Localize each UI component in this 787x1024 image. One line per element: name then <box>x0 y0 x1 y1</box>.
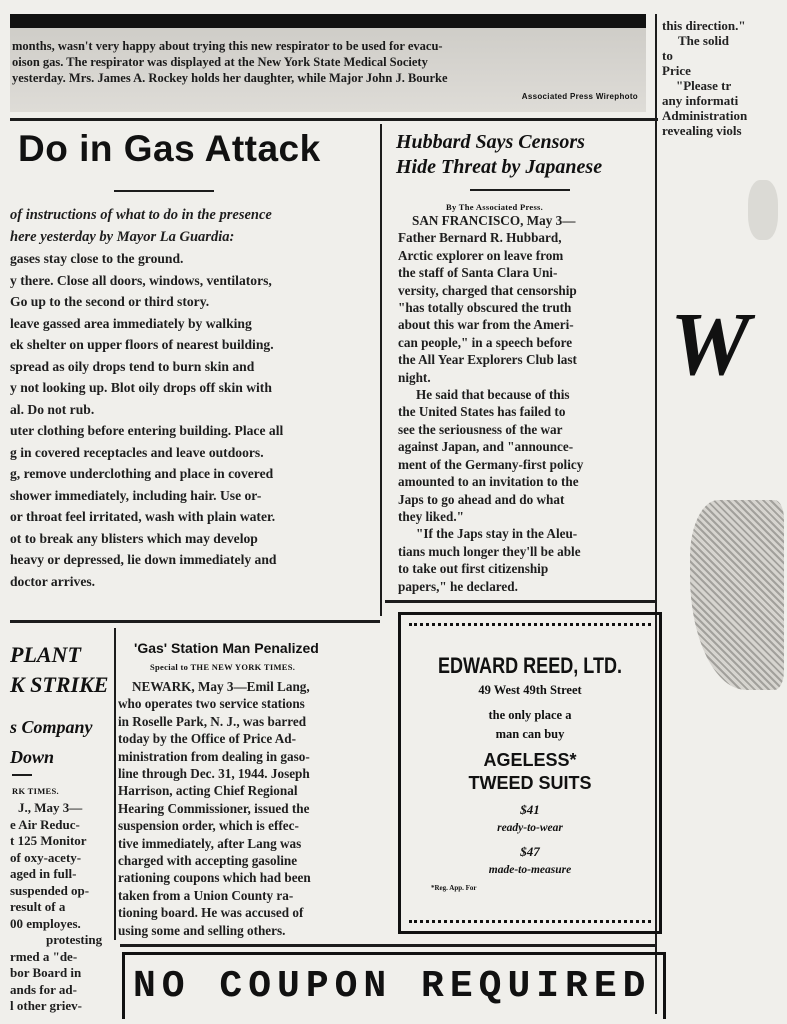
article-line: leave gassed area immediately by walking <box>10 315 252 331</box>
article-line: "If the Japs stay in the Aleu- <box>416 526 578 542</box>
coupon-banner <box>122 952 666 1019</box>
article-line: NEWARK, May 3—Emil Lang, <box>132 679 310 694</box>
article-line: Hearing Commissioner, issued the <box>118 800 310 816</box>
article-line: papers," he declared. <box>398 578 518 594</box>
side-line: revealing viols <box>662 123 742 138</box>
article-line: g in covered receptacles and leave outdoors. <box>10 444 264 460</box>
side-line: The solid <box>678 33 729 48</box>
article-line: who operates two service stations <box>118 696 305 712</box>
article-line: here yesterday by Mayor La Guardia: <box>10 228 235 245</box>
article-line: versity, charged that censorship <box>398 282 577 298</box>
article-line: of instructions of what to do in the presence <box>10 207 272 223</box>
side-line: Administration <box>662 108 748 123</box>
article-line: to take out first citizenship <box>398 561 549 577</box>
article-line: J., May 3— <box>18 800 83 815</box>
plant-head-line: PLANT <box>10 642 81 667</box>
article-line: t 125 Monitor <box>10 833 87 848</box>
gas-station-byline: Special to THE NEW YORK TIMES. <box>150 662 296 672</box>
ad-footnote: *Reg. App. For <box>431 884 477 892</box>
side-line: to <box>662 48 673 63</box>
article-line: protesting <box>46 932 103 947</box>
ad-line: man can buy <box>495 727 565 741</box>
article-line: SAN FRANCISCO, May 3— <box>412 213 576 228</box>
column-divider-lower <box>114 628 116 940</box>
article-line: result of a <box>10 899 66 914</box>
article-line: Father Bernard R. Hubbard, <box>398 230 562 246</box>
article-line: tians much longer they'll be able <box>398 543 581 559</box>
caption-line: months, wasn't very happy about trying this new respirator to be used for evacu- <box>12 39 443 53</box>
side-line: Price <box>662 63 691 78</box>
hubbard-headline-line: Hubbard Says Censors <box>396 131 585 153</box>
hubbard-byline: By The Associated Press. <box>446 202 544 212</box>
hubbard-headline <box>396 130 602 180</box>
ad-price: $47 <box>520 844 540 859</box>
photo-caption <box>12 38 448 86</box>
ad-title: EDWARD REED, LTD. <box>437 653 623 678</box>
article-line: rationing coupons which had been <box>118 870 311 886</box>
ad-product: TWEED SUITS <box>468 773 592 793</box>
plant-strike-headline <box>10 640 108 772</box>
article-line: or throat feel irritated, wash with plain water. <box>10 509 276 524</box>
article-line: the staff of Santa Clara Uni- <box>398 265 558 281</box>
plant-head-line: K STRIKE <box>10 672 109 697</box>
article-line: uter clothing before entering building. Place all <box>10 423 284 438</box>
ad-price: $41 <box>520 802 540 817</box>
article-line: e Air Reduc- <box>10 816 80 832</box>
main-article-body <box>10 205 283 592</box>
section-rule <box>10 620 380 623</box>
article-line: amounted to an invitation to the <box>398 474 579 490</box>
photo-edge <box>10 14 646 28</box>
ad-product: AGELESS* <box>483 750 577 770</box>
article-line: suspended op- <box>10 882 90 898</box>
article-line: tioning board. He was accused of <box>118 905 304 921</box>
column-divider <box>380 124 382 616</box>
ad-content <box>401 653 659 892</box>
article-line: the All Year Explorers Club last <box>398 352 577 368</box>
gas-station-body <box>118 678 311 939</box>
article-line: night. <box>398 369 431 385</box>
article-line: they liked." <box>398 508 464 524</box>
photo-caption-box <box>10 28 646 112</box>
photo-credit: Associated Press Wirephoto <box>521 92 638 101</box>
article-line: ministration from dealing in gaso- <box>118 748 310 764</box>
hubbard-headline-line: Hide Threat by Japanese <box>396 156 603 178</box>
article-line: Go up to the second or third story. <box>10 294 210 309</box>
article-line: using some and selling others. <box>118 922 286 938</box>
hubbard-rule <box>470 189 570 191</box>
article-line: suspension order, which is effec- <box>118 818 299 834</box>
plant-rule <box>12 774 32 776</box>
ad-line: the only place a <box>488 708 572 722</box>
halftone-photo-fragment <box>690 500 784 690</box>
article-line: heavy or depressed, lie down immediately and <box>10 552 277 567</box>
side-line: any informati <box>662 93 739 108</box>
article-line: bor Board in <box>10 965 82 980</box>
side-fragment: W <box>670 295 751 394</box>
article-line: spread as oily drops tend to burn skin and <box>10 358 255 374</box>
article-line: aged in full- <box>10 866 77 881</box>
top-rule <box>10 118 658 121</box>
ad-address: 49 West 49th Street <box>478 683 582 697</box>
article-line: "has totally obscured the truth <box>398 300 572 316</box>
article-line: rmed a "de- <box>10 948 78 964</box>
hubbard-end-rule <box>385 600 655 603</box>
article-line: the United States has failed to <box>398 404 566 420</box>
main-headline: Do in Gas Attack <box>18 128 321 169</box>
article-line: doctor arrives. <box>10 573 96 589</box>
article-line: g, remove underclothing and place in covered <box>10 466 274 481</box>
article-line: 00 employes. <box>10 915 81 931</box>
smudge-mark <box>748 180 778 240</box>
article-line: y not looking up. Blot oily drops off skin with <box>10 380 272 395</box>
plant-head-line: Down <box>10 747 55 767</box>
article-line: He said that because of this <box>416 387 570 403</box>
article-line: y there. Close all doors, windows, ventilators, <box>10 272 272 288</box>
ad-price-label: ready-to-wear <box>497 822 563 834</box>
article-line: l other griev- <box>10 998 82 1013</box>
article-line: of oxy-acety- <box>10 849 82 865</box>
article-line: charged with accepting gasoline <box>118 853 298 869</box>
gas-station-headline: 'Gas' Station Man Penalized <box>134 640 319 656</box>
headline-rule <box>114 190 214 192</box>
article-line: line through Dec. 31, 1944. Joseph <box>118 766 310 782</box>
article-line: ot to break any blisters which may develop <box>10 530 258 546</box>
edward-reed-ad <box>398 612 662 934</box>
article-line: Harrison, acting Chief Regional <box>118 783 298 799</box>
article-line: can people," in a speech before <box>398 334 573 350</box>
article-line: Japs to go ahead and do what <box>398 491 565 507</box>
ad-price-label: made-to-measure <box>488 864 572 876</box>
banner-rule <box>120 944 655 947</box>
article-line: about this war from the Ameri- <box>398 317 574 333</box>
article-line: Arctic explorer on leave from <box>398 247 564 263</box>
article-line: taken from a Union County ra- <box>118 887 294 903</box>
article-line: shower immediately, including hair. Use or- <box>10 487 262 503</box>
article-line: ment of the Germany-first policy <box>398 456 584 472</box>
article-line: against Japan, and "announce- <box>398 439 574 455</box>
article-line: today by the Office of Price Ad- <box>118 731 296 747</box>
caption-line: oison gas. The respirator was displayed at the New York State Medical Society <box>12 55 428 69</box>
article-line: see the seriousness of the war <box>398 421 563 437</box>
plant-byline: RK TIMES. <box>12 786 59 796</box>
side-column <box>662 18 747 138</box>
side-line: "Please tr <box>676 78 732 93</box>
plant-head-line: s Company <box>10 717 93 737</box>
article-line: ands for ad- <box>10 981 77 997</box>
coupon-banner-text: NO COUPON REQUIRED <box>133 965 652 1008</box>
article-line: gases stay close to the ground. <box>10 251 184 266</box>
article-line: tive immediately, after Lang was <box>118 835 302 851</box>
plant-strike-body <box>10 800 102 1015</box>
side-line: this direction." <box>662 18 746 33</box>
caption-line: yesterday. Mrs. James A. Rockey holds her daughter, while Major John J. Bourke <box>12 71 448 85</box>
article-line: al. Do not rub. <box>10 401 95 417</box>
article-line: ek shelter on upper floors of nearest building. <box>10 337 274 352</box>
article-line: in Roselle Park, N. J., was barred <box>118 713 307 729</box>
hubbard-body <box>398 212 583 595</box>
